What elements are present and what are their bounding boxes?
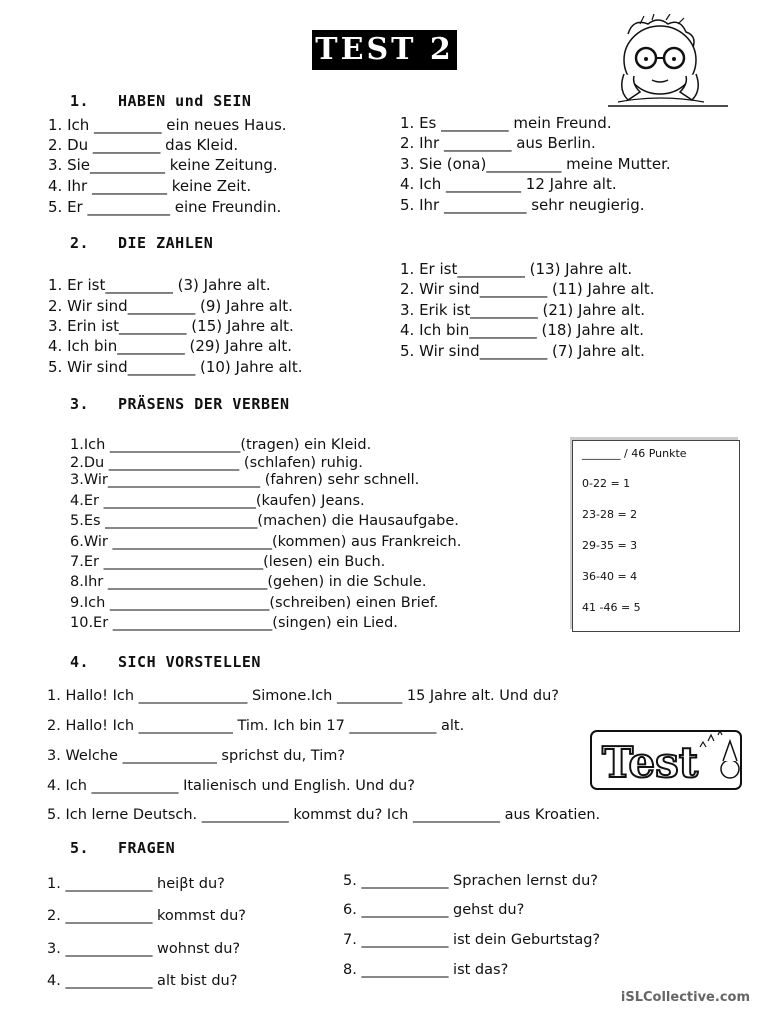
section-2-number: 2. xyxy=(70,234,90,252)
s3-line-8: 8.Ihr ______________________(gehen) in die Schule. xyxy=(70,574,427,590)
s1-left-3: 3. Sie__________ keine Zeitung. xyxy=(48,156,278,174)
s2-right-4: 4. Ich bin_________ (18) Jahre alt. xyxy=(400,321,645,339)
s1-left-5: 5. Er ___________ eine Freundin. xyxy=(48,198,282,216)
score-row-1: 0-22 = 1 xyxy=(582,477,631,490)
section-1-title: HABEN und SEIN xyxy=(118,92,252,110)
s4-line-4: 4. Ich ____________ Italienisch und English. Und du? xyxy=(47,778,415,794)
test-logo-illustration xyxy=(590,727,752,793)
s5-right-4: 8. ____________ ist das? xyxy=(343,962,509,978)
score-row-3: 29-35 = 3 xyxy=(582,539,638,552)
s3-line-2: 2.Du __________________ (schlafen) ruhig. xyxy=(70,455,363,471)
s5-left-3: 3. ____________ wohnst du? xyxy=(47,941,241,957)
s5-right-2: 6. ____________ gehst du? xyxy=(343,902,525,918)
s1-right-3: 3. Sie (ona)__________ meine Mutter. xyxy=(400,155,671,173)
s2-right-2: 2. Wir sind_________ (11) Jahre alt. xyxy=(400,280,655,298)
section-3-title: PRÄSENS DER VERBEN xyxy=(118,395,290,413)
s1-left-1: 1. Ich _________ ein neues Haus. xyxy=(48,116,287,134)
s3-line-6: 6.Wir ______________________(kommen) aus Frankreich. xyxy=(70,534,462,550)
s1-left-2: 2. Du _________ das Kleid. xyxy=(48,136,239,154)
score-row-4: 36-40 = 4 xyxy=(582,570,638,583)
s2-right-1: 1. Er ist_________ (13) Jahre alt. xyxy=(400,260,633,278)
section-4-title: SICH VORSTELLEN xyxy=(118,653,261,671)
s5-right-3: 7. ____________ ist dein Geburtstag? xyxy=(343,932,601,948)
section-1-number: 1. xyxy=(70,92,90,110)
score-box xyxy=(572,440,740,632)
s2-left-5: 5. Wir sind_________ (10) Jahre alt. xyxy=(48,358,303,376)
s2-left-1: 1. Er ist_________ (3) Jahre alt. xyxy=(48,276,271,294)
s4-line-3: 3. Welche _____________ sprichst du, Tim? xyxy=(47,748,346,764)
section-3-heading xyxy=(70,395,290,413)
section-4-heading xyxy=(70,653,261,671)
section-5-number: 5. xyxy=(70,839,90,857)
s1-right-5: 5. Ihr ___________ sehr neugierig. xyxy=(400,196,645,214)
s5-left-2: 2. ____________ kommst du? xyxy=(47,908,246,924)
s4-line-1: 1. Hallo! Ich _______________ Simone.Ich _________ 15 Jahre alt. Und du? xyxy=(47,688,559,704)
section-5-heading xyxy=(70,839,175,857)
s3-line-9: 9.Ich ______________________(schreiben) einen Brief. xyxy=(70,595,439,611)
score-header: _______ / 46 Punkte xyxy=(582,447,687,460)
test-logo-text: Test xyxy=(602,738,699,787)
score-row-2: 23-28 = 2 xyxy=(582,508,638,521)
s2-left-3: 3. Erin ist_________ (15) Jahre alt. xyxy=(48,317,294,335)
boy-illustration xyxy=(588,14,740,110)
s2-right-5: 5. Wir sind_________ (7) Jahre alt. xyxy=(400,342,645,360)
section-1-heading xyxy=(70,92,251,110)
s1-left-4: 4. Ihr __________ keine Zeit. xyxy=(48,177,252,195)
s3-line-1: 1.Ich __________________(tragen) ein Kleid. xyxy=(70,437,372,453)
s1-right-1: 1. Es _________ mein Freund. xyxy=(400,114,612,132)
section-2-heading xyxy=(70,234,213,252)
s5-left-1: 1. ____________ heiβt du? xyxy=(47,876,225,892)
s4-line-2: 2. Hallo! Ich _____________ Tim. Ich bin 17 ____________ alt. xyxy=(47,718,465,734)
score-row-5: 41 -46 = 5 xyxy=(582,601,641,614)
worksheet-title: TEST 2 xyxy=(312,30,457,70)
section-5-title: FRAGEN xyxy=(118,839,176,857)
s1-right-2: 2. Ihr _________ aus Berlin. xyxy=(400,134,596,152)
s2-left-4: 4. Ich bin_________ (29) Jahre alt. xyxy=(48,337,293,355)
section-2-title: DIE ZAHLEN xyxy=(118,234,214,252)
footer-watermark: iSLCollective.com xyxy=(620,990,750,1005)
s3-line-4: 4.Er _____________________(kaufen) Jeans. xyxy=(70,493,365,509)
s3-line-7: 7.Er ______________________(lesen) ein Buch. xyxy=(70,554,386,570)
s4-line-5: 5. Ich lerne Deutsch. ____________ kommst du? Ich ____________ aus Kroatien. xyxy=(47,807,601,823)
s3-line-10: 10.Er ______________________(singen) ein Lied. xyxy=(70,615,398,631)
section-3-number: 3. xyxy=(70,395,90,413)
s2-right-3: 3. Erik ist_________ (21) Jahre alt. xyxy=(400,301,646,319)
s3-line-5: 5.Es _____________________(machen) die Hausaufgabe. xyxy=(70,513,459,529)
s2-left-2: 2. Wir sind_________ (9) Jahre alt. xyxy=(48,297,293,315)
section-4-number: 4. xyxy=(70,653,90,671)
s3-line-3: 3.Wir_____________________ (fahren) sehr schnell. xyxy=(70,472,420,488)
s5-left-4: 4. ____________ alt bist du? xyxy=(47,973,238,989)
s5-right-1: 5. ____________ Sprachen lernst du? xyxy=(343,873,598,889)
s1-right-4: 4. Ich __________ 12 Jahre alt. xyxy=(400,175,617,193)
